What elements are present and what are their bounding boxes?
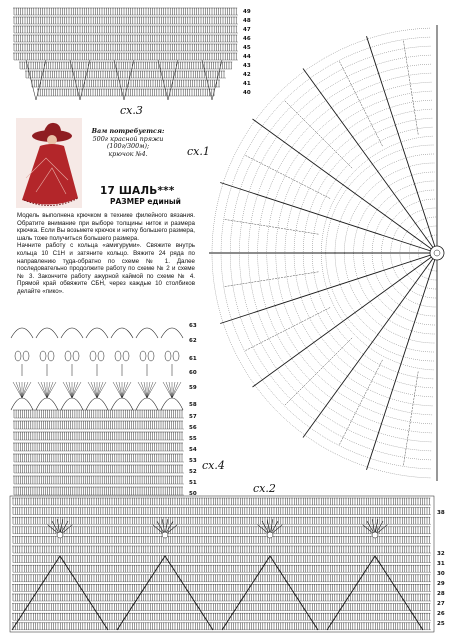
description-paragraph-2: Начните работу с кольца «амигуруми». Свяжите внутрь кольца 10 С1Н и затяните кольцо. Вяжите 24 ряда по направлению туда-обратно по схеме № 1. Далее последовательно продолжите работу по схеме № 2 и схеме № 3. Закончите работу ажурной каймой по схеме № 4. Прямой край обвяжите СБН, через каждые 10 столбиков делайте «пико». xyxy=(17,242,195,295)
pattern-number: 17 xyxy=(100,185,116,197)
row-number: 63 xyxy=(189,323,197,329)
description-paragraph-1: Модель выполнена крючком в технике филейного вязания. Обратите внимание при выборе толщины ниток и размера крючка. Если Вы возьмете крючок и нитку большего размера, шаль тоже получиться большего размера. xyxy=(17,212,195,242)
scheme-3-chart xyxy=(13,8,238,100)
row-number: 25 xyxy=(437,621,445,627)
row-number: 46 xyxy=(243,36,251,42)
row-number: 50 xyxy=(189,491,197,497)
row-number: 48 xyxy=(243,18,251,24)
materials-line-3: крючок №4. xyxy=(108,149,148,158)
row-number: 49 xyxy=(243,9,251,15)
row-number: 26 xyxy=(437,611,445,617)
scheme-4-label: сх.4 xyxy=(202,459,225,472)
row-number: 43 xyxy=(243,63,251,69)
row-number: 38 xyxy=(437,510,445,516)
scheme-2-label: сх.2 xyxy=(253,482,276,495)
row-number: 47 xyxy=(243,27,251,33)
row-number: 27 xyxy=(437,601,445,607)
row-number: 62 xyxy=(189,338,197,344)
scheme-2-chart xyxy=(10,496,434,632)
materials-line-1: 500г красной пряжи xyxy=(92,134,164,143)
scheme-3-label: сх.3 xyxy=(120,104,143,117)
pattern-title xyxy=(100,185,220,197)
row-number: 54 xyxy=(189,447,197,453)
row-number: 41 xyxy=(243,81,251,87)
row-number: 28 xyxy=(437,591,445,597)
model-photo xyxy=(16,118,82,208)
materials-heading: Вам потребуется: xyxy=(91,127,165,135)
row-number: 44 xyxy=(243,54,251,60)
row-number: 32 xyxy=(437,551,445,557)
row-number: 52 xyxy=(189,469,197,475)
pattern-name: ШАЛЬ*** xyxy=(118,185,175,197)
row-number: 42 xyxy=(243,72,251,78)
row-number: 40 xyxy=(243,90,251,96)
row-number: 51 xyxy=(189,480,197,486)
row-number: 57 xyxy=(189,414,197,420)
materials-line-2: (100г/300м); xyxy=(106,142,150,151)
row-number: 55 xyxy=(189,436,197,442)
row-number: 60 xyxy=(189,370,197,376)
row-number: 59 xyxy=(189,385,197,391)
row-number: 53 xyxy=(189,458,197,464)
materials-block xyxy=(82,128,174,158)
face xyxy=(47,135,57,145)
scheme-4-chart xyxy=(11,328,184,495)
row-number: 61 xyxy=(189,356,197,362)
row-number: 45 xyxy=(243,45,251,51)
row-number: 30 xyxy=(437,571,445,577)
row-number: 58 xyxy=(189,402,197,408)
row-number: 56 xyxy=(189,425,197,431)
row-number: 31 xyxy=(437,561,445,567)
description xyxy=(17,212,195,296)
row-number: 29 xyxy=(437,581,445,587)
pattern-size: РАЗМЕР единый xyxy=(110,197,181,206)
scheme-1-label: сх.1 xyxy=(187,145,210,158)
pattern-title-block xyxy=(100,185,220,206)
